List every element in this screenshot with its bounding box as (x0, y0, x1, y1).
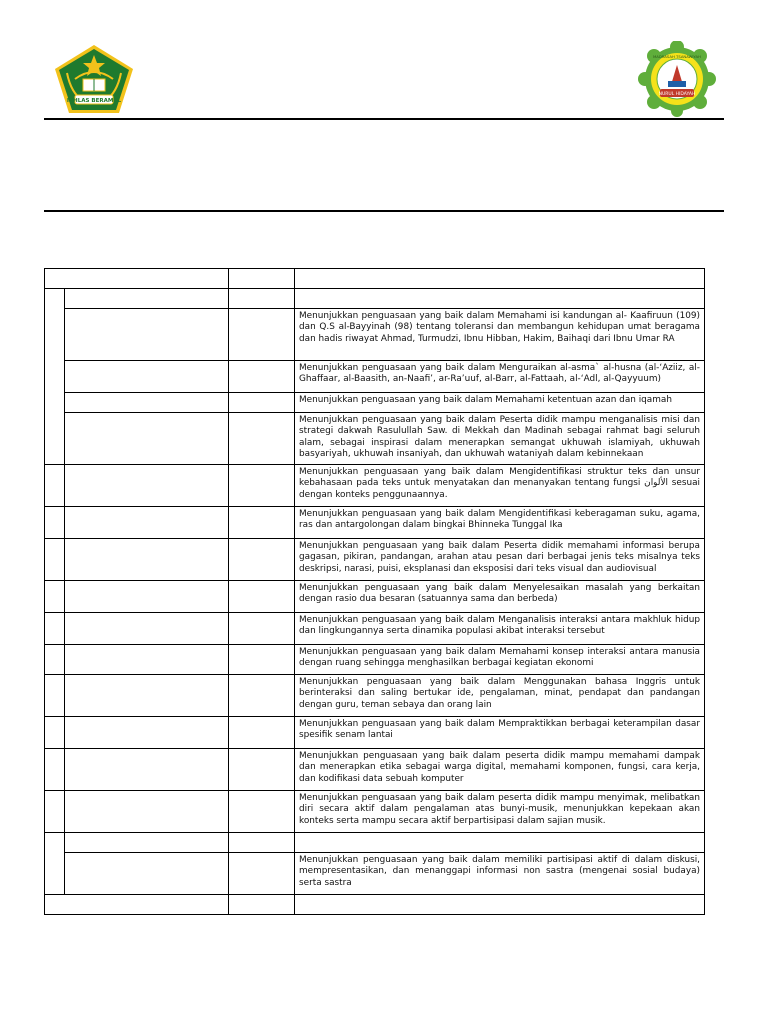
score-cell (229, 833, 295, 853)
score-cell (229, 507, 295, 539)
header-rule-bottom (44, 210, 724, 212)
header-cell-score (229, 269, 295, 289)
description-cell (295, 289, 705, 309)
score-cell (229, 853, 295, 895)
footer-cell-description (295, 895, 705, 915)
svg-text:MADRASAH TSANAWIYAH: MADRASAH TSANAWIYAH (653, 54, 701, 59)
score-cell (229, 717, 295, 749)
number-cell (45, 581, 65, 613)
group-number-cell (45, 289, 65, 465)
description-cell: Menunjukkan penguasaan yang baik dalam Memahami isi kandungan al- Kaafiruun (109) dan Q.S al-Bayyinah (98) tentang toleransi dan membangun kehidupan umat beragama dan hadis riwayat Ahmad, Turmudzi, Ibnu Hibban, Hakim, Baihaqi dari Ibnu Umar RA (295, 309, 705, 361)
description-cell: Menunjukkan penguasaan yang baik dalam peserta didik mampu menyimak, melibatkan diri secara aktif dalam pengalaman atas bunyi-musik, menunjukkan kepekaan akan konteks serta mampu secara aktif berpartisipasi dalam sajian musik. (295, 791, 705, 833)
description-cell: Menunjukkan penguasaan yang baik dalam Mengidentifikasi keberagaman suku, agama, ras dan antargolongan dalam bingkai Bhinneka Tunggal Ika (295, 507, 705, 539)
description-cell (295, 465, 705, 507)
table-row (45, 717, 705, 749)
table-row (45, 289, 705, 309)
footer-cell-label (45, 895, 229, 915)
score-cell (229, 289, 295, 309)
score-cell (229, 465, 295, 507)
number-cell (45, 465, 65, 507)
description-cell: Menunjukkan penguasaan yang baik dalam Memahami ketentuan azan dan iqamah (295, 393, 705, 413)
table-row (45, 853, 705, 895)
number-cell (45, 539, 65, 581)
description-cell: Menunjukkan penguasaan yang baik dalam Menyelesaikan masalah yang berkaitan dengan rasio dua besaran (satuannya sama dan berbeda) (295, 581, 705, 613)
table-row (45, 581, 705, 613)
description-cell: Menunjukkan penguasaan yang baik dalam Menganalisis interaksi antara makhluk hidup dan lingkungannya serta dinamika populasi akibat interaksi tersebut (295, 613, 705, 645)
svg-text:IKHLAS BERAMAL: IKHLAS BERAMAL (66, 98, 122, 104)
description-cell: Menunjukkan penguasaan yang baik dalam Menggunakan bahasa Inggris untuk berinteraksi dan saling bertukar ide, pengalaman, minat, pendapat dan pandangan dengan guru, teman sebaya dan orang lain (295, 675, 705, 717)
score-cell (229, 613, 295, 645)
number-cell (45, 507, 65, 539)
number-cell (45, 613, 65, 645)
subject-cell (65, 717, 229, 749)
subject-cell (65, 749, 229, 791)
table-row (45, 645, 705, 675)
number-cell (45, 645, 65, 675)
subject-cell (65, 539, 229, 581)
table-row (45, 833, 705, 853)
number-cell (45, 749, 65, 791)
arabic-word: الألوان (644, 478, 668, 489)
subject-cell (65, 413, 229, 465)
number-cell (45, 717, 65, 749)
header-rule-top (44, 118, 724, 120)
score-cell (229, 361, 295, 393)
description-cell (295, 833, 705, 853)
subject-cell (65, 393, 229, 413)
competency-table (44, 268, 705, 915)
subject-cell (65, 645, 229, 675)
score-cell (229, 539, 295, 581)
number-cell (45, 791, 65, 833)
group-number-cell (45, 833, 65, 895)
subject-cell (65, 507, 229, 539)
table-footer-row (45, 895, 705, 915)
number-cell (45, 675, 65, 717)
subject-cell (65, 833, 229, 853)
table-row (45, 413, 705, 465)
description-cell: Menunjukkan penguasaan yang baik dalam memiliki partisipasi aktif di dalam diskusi, mempresentasikan, dan menanggapi informasi non sastra (mengenai sosial budaya) serta sastra (295, 853, 705, 895)
table-row (45, 539, 705, 581)
table-row (45, 613, 705, 645)
subject-cell (65, 853, 229, 895)
score-cell (229, 309, 295, 361)
description-text-b: sesuai dengan konteks penggunaannya. (299, 478, 700, 500)
subject-cell (65, 289, 229, 309)
table-row (45, 361, 705, 393)
description-cell: Menunjukkan penguasaan yang baik dalam Menguraikan al-asma` al-husna (al-‘Aziiz, al-Ghaffaar, al-Baasith, an-Naafi’, ar-Ra’uuf, al-Barr, al-Fattaah, al-‘Adl, al-Qayyuum) (295, 361, 705, 393)
description-cell: Menunjukkan penguasaan yang baik dalam Peserta didik memahami informasi berupa gagasan, pikiran, pandangan, arahan atau pesan dari berbagai jenis teks misalnya teks deskripsi, narasi, puisi, eksplanasi dan eksposisi dari teks visual dan audiovisual (295, 539, 705, 581)
table-row (45, 675, 705, 717)
table-row (45, 393, 705, 413)
table-header-row (45, 269, 705, 289)
subject-cell (65, 465, 229, 507)
madrasah-seal-icon (638, 41, 716, 117)
description-cell: Menunjukkan penguasaan yang baik dalam peserta didik mampu memahami dampak dan menerapkan etika sebagai warga digital, memahami komponen, fungsi, cara kerja, dan kodifikasi data sebuah komputer (295, 749, 705, 791)
score-cell (229, 581, 295, 613)
table-row (45, 749, 705, 791)
subject-cell (65, 791, 229, 833)
table-row (45, 309, 705, 361)
score-cell (229, 393, 295, 413)
subject-cell (65, 613, 229, 645)
score-cell (229, 749, 295, 791)
score-cell (229, 791, 295, 833)
ministry-emblem-logo (53, 43, 135, 115)
ministry-of-religion-emblem-icon (53, 43, 135, 115)
subject-cell (65, 309, 229, 361)
header-cell-subject (45, 269, 229, 289)
description-cell: Menunjukkan penguasaan yang baik dalam Memahami konsep interaksi antara manusia dengan ruang sehingga menghasilkan berbagai kegiatan ekonomi (295, 645, 705, 675)
footer-cell-score (229, 895, 295, 915)
score-cell (229, 675, 295, 717)
table-row (45, 507, 705, 539)
svg-text:NURUL HIDAYAH: NURUL HIDAYAH (658, 92, 696, 97)
description-cell: Menunjukkan penguasaan yang baik dalam Mempraktikkan berbagai keterampilan dasar spesifik senam lantai (295, 717, 705, 749)
subject-cell (65, 361, 229, 393)
subject-cell (65, 675, 229, 717)
madrasah-seal-logo (638, 41, 716, 117)
subject-cell (65, 581, 229, 613)
score-cell (229, 413, 295, 465)
header-cell-description (295, 269, 705, 289)
table-row (45, 465, 705, 507)
description-text-a: Menunjukkan penguasaan yang baik dalam Mengidentifikasi struktur teks dan unsur kebahasaan pada teks untuk menyatakan dan menanyakan tentang fungsi (299, 467, 700, 489)
score-cell (229, 645, 295, 675)
table-row (45, 791, 705, 833)
description-cell: Menunjukkan penguasaan yang baik dalam Peserta didik mampu menganalisis misi dan strategi dakwah Rasulullah Saw. di Mekkah dan Madinah sebagai rahmat bagi seluruh alam, sebagai inspirasi dalam menerapkan semangat ukhuwah islamiyah, ukhuwah basyariyah, ukhuwah insaniyah, dan ukhuwah wataniyah dalam kebinnekaan (295, 413, 705, 465)
